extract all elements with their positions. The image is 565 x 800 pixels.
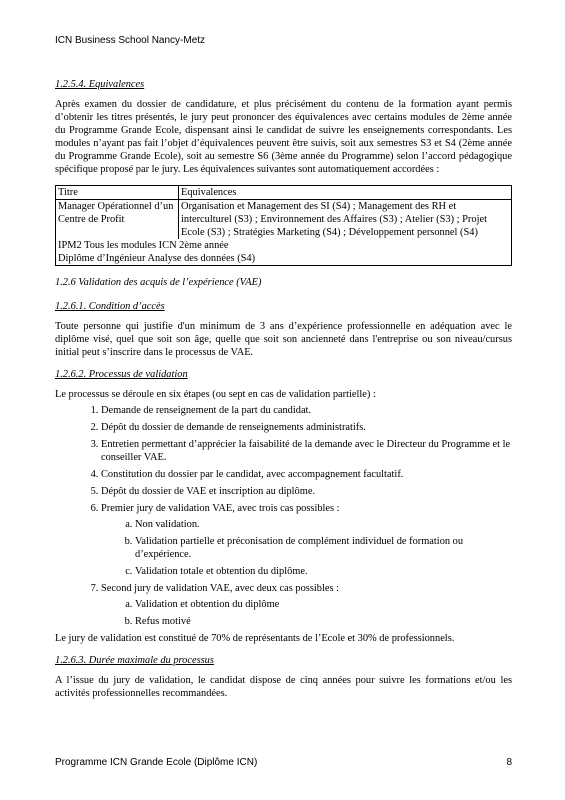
table-header-titre: Titre — [56, 186, 179, 200]
table-row — [56, 200, 512, 240]
list-item: b. Validation partielle et préconisation de complément individuel de formation ou d’expérience. — [135, 535, 512, 561]
list-item: a. Validation et obtention du diplôme — [135, 598, 512, 611]
document-body — [55, 78, 512, 709]
step7-sub-list — [101, 598, 512, 628]
processus-intro: Le processus se déroule en six étapes (ou sept en cas de validation partielle) : — [55, 389, 376, 400]
list-item: 2. Dépôt du dossier de demande de renseignements administratifs. — [101, 421, 512, 434]
table-cell-equivalences: Organisation et Management des SI (S4) ; Management des RH et interculturel (S3) ; Environnement des Affaires (S3) ; Atelier (S3) ; Projet Ecole (S3) ; Stratégies Marketing (S4) ; Développement personnel (S4) — [179, 200, 512, 240]
table-header-row — [56, 186, 512, 200]
list-item: 4. Constitution du dossier par le candidat, avec accompagnement facultatif. — [101, 468, 512, 481]
table-ipm-line: IPM2 Tous les modules ICN 2ème année — [58, 240, 229, 251]
page-header: ICN Business School Nancy-Metz — [55, 35, 206, 46]
page-footer — [55, 756, 512, 769]
duree-paragraph: A l’issue du jury de validation, le candidat dispose de cinq années pour suivre les formations et/ou les activités professionnelles recommandées. — [55, 675, 512, 699]
table-header-equivalences: Equivalences — [179, 186, 512, 200]
step6-sub-list — [101, 518, 512, 578]
condition-paragraph: Toute personne qui justifie d'un minimum de 3 ans d’expérience professionnelle en adéquation avec le diplôme visé, quel que soit son âge, quelle que soit son ancienneté dans l'entreprise ou son niveau/cursus initial peut s’inscrire dans le processus de VAE. — [55, 321, 512, 358]
table-diplome-line: Diplôme d’Ingénieur Analyse des données (S4) — [58, 253, 256, 264]
process-steps-list — [55, 404, 512, 628]
section-title-processus: 1.2.6.2. Processus de validation — [55, 369, 188, 380]
list-item: b. Refus motivé — [135, 615, 512, 628]
list-item: 3. Entretien permettant d’apprécier la faisabilité de la demande avec le Directeur du Programme et le conseiller VAE. — [101, 438, 512, 464]
section-title-equivalences: 1.2.5.4. Equivalences — [55, 79, 145, 90]
table-cell-titre: Manager Opérationnel d’un Centre de Profit — [56, 200, 179, 240]
equivalences-paragraph: Après examen du dossier de candidature, et plus précisément du contenu de la formation ayant permis d’obtenir les titres présentés, le jury peut prononcer des équivalences avec certains modules de 2ème année du Programme Grande Ecole, dispensant ainsi le candidat de suivre les enseignements correspondants. Les modules n’ayant pas fait l’objet d’équivalences peuvent être suivis, soit aux semestres S3 et S4 (2ème année du Programme Grande Ecole), soit au semestre S6 (3ème année du Programme) selon l’accord pédagogique spécifique proposé par le jury. Les équivalences suivantes sont automatiquement accordées : — [55, 99, 512, 175]
list-item: 6. Premier jury de validation VAE, avec trois cas possibles : a. Non validation. b. Validation partielle et préconisation de complément individuel de formation ou d’expérience. c. Validation totale et obtention du diplôme. — [101, 502, 512, 578]
page-number: 8 — [506, 757, 512, 768]
table-row — [56, 239, 512, 266]
jury-composition: Le jury de validation est constitué de 70% de représentants de l’Ecole et 30% de professionnels. — [55, 633, 455, 644]
list-item: 5. Dépôt du dossier de VAE et inscription au diplôme. — [101, 485, 512, 498]
section-title-condition: 1.2.6.1. Condition d’accès — [55, 301, 165, 312]
list-item: c. Validation totale et obtention du diplôme. — [135, 565, 512, 578]
list-item: a. Non validation. — [135, 518, 512, 531]
footer-title: Programme ICN Grande Ecole (Diplôme ICN) — [55, 757, 258, 768]
section-title-duree: 1.2.6.3. Durée maximale du processus — [55, 655, 214, 666]
section-title-vae: 1.2.6 Validation des acquis de l’expérience (VAE) — [55, 277, 262, 288]
equivalences-table — [55, 185, 512, 266]
list-item: 7. Second jury de validation VAE, avec deux cas possibles : a. Validation et obtention du diplôme b. Refus motivé — [101, 582, 512, 628]
list-item: 1. Demande de renseignement de la part du candidat. — [101, 404, 512, 417]
